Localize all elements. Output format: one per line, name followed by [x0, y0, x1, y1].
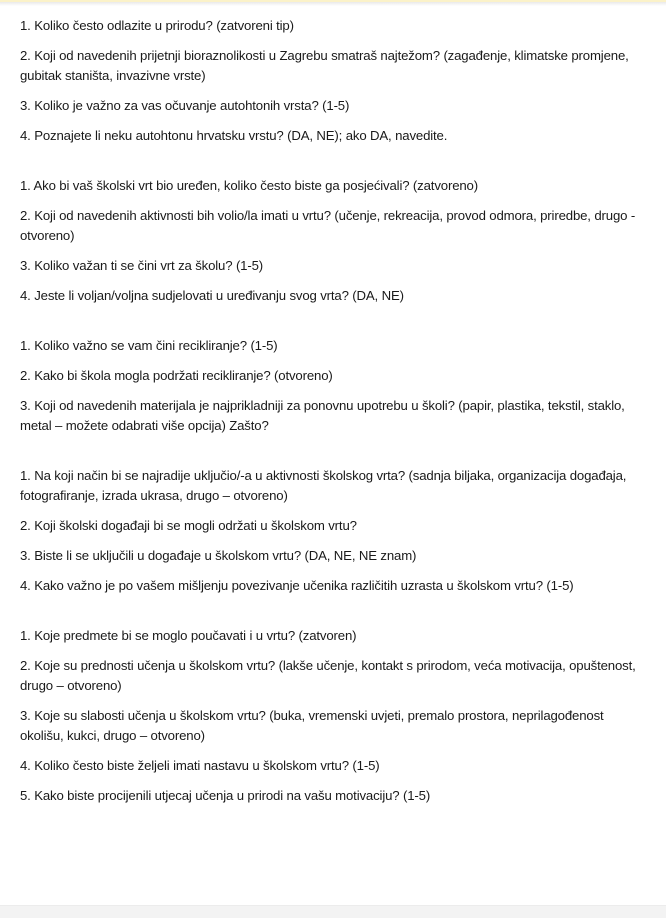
question-item: 2. Koji školski događaji bi se mogli održati u školskom vrtu? [20, 518, 357, 533]
question-item: 2. Koji od navedenih prijetnji bioraznolikosti u Zagrebu smatraš najtežom? (zagađenje, klimatske promjene, gubitak staništa, invazivne vrste) [20, 48, 629, 83]
question-item: 1. Koliko često odlazite u prirodu? (zatvoreni tip) [20, 18, 294, 33]
section-recycling [20, 336, 645, 436]
question-item: 3. Koje su slabosti učenja u školskom vrtu? (buka, vremenski uvjeti, premalo prostora, neprilagođenost okolišu, kukci, drugo – otvoreno) [20, 708, 604, 743]
question-item: 1. Na koji način bi se najradije uključio/-a u aktivnosti školskog vrta? (sadnja biljaka, organizacija događaja, fotografiranje, izrada ukrasa, drugo – otvoreno) [20, 468, 627, 503]
document-content [20, 16, 645, 836]
question-item: 3. Koliko važan ti se čini vrt za školu? (1-5) [20, 258, 264, 273]
section-school-garden [20, 176, 645, 306]
question-item: 2. Koji od navedenih aktivnosti bih volio/la imati u vrtu? (učenje, rekreacija, provod odmora, priredbe, drugo - otvoreno) [20, 208, 636, 243]
page-bottom-band [0, 905, 666, 918]
question-item: 3. Biste li se uključili u događaje u školskom vrtu? (DA, NE, NE znam) [20, 548, 417, 563]
question-item: 2. Kako bi škola mogla podržati recikliranje? (otvoreno) [20, 368, 333, 383]
section-biodiversity [20, 16, 645, 146]
question-item: 3. Koji od navedenih materijala je najprikladniji za ponovnu upotrebu u školi? (papir, plastika, tekstil, staklo, metal – možete odabrati više opcija) Zašto? [20, 398, 625, 433]
section-garden-events [20, 466, 645, 596]
question-item: 4. Poznajete li neku autohtonu hrvatsku vrstu? (DA, NE); ako DA, navedite. [20, 128, 448, 143]
question-item: 1. Koje predmete bi se moglo poučavati i u vrtu? (zatvoren) [20, 628, 357, 643]
question-item: 4. Kako važno je po vašem mišljenju povezivanje učenika različitih uzrasta u školskom vrtu? (1-5) [20, 578, 574, 593]
question-item: 4. Jeste li voljan/voljna sudjelovati u uređivanju svog vrta? (DA, NE) [20, 288, 404, 303]
question-item: 4. Koliko često biste željeli imati nastavu u školskom vrtu? (1-5) [20, 758, 380, 773]
question-item: 1. Ako bi vaš školski vrt bio uređen, koliko često biste ga posjećivali? (zatvoreno) [20, 178, 478, 193]
question-item: 2. Koje su prednosti učenja u školskom vrtu? (lakše učenje, kontakt s prirodom, veća motivacija, opuštenost, drugo – otvoreno) [20, 658, 636, 693]
question-item: 1. Koliko važno se vam čini recikliranje? (1-5) [20, 338, 278, 353]
question-item: 5. Kako biste procijenili utjecaj učenja u prirodi na vašu motivaciju? (1-5) [20, 788, 431, 803]
question-item: 3. Koliko je važno za vas očuvanje autohtonih vrsta? (1-5) [20, 98, 350, 113]
section-outdoor-learning [20, 626, 645, 806]
